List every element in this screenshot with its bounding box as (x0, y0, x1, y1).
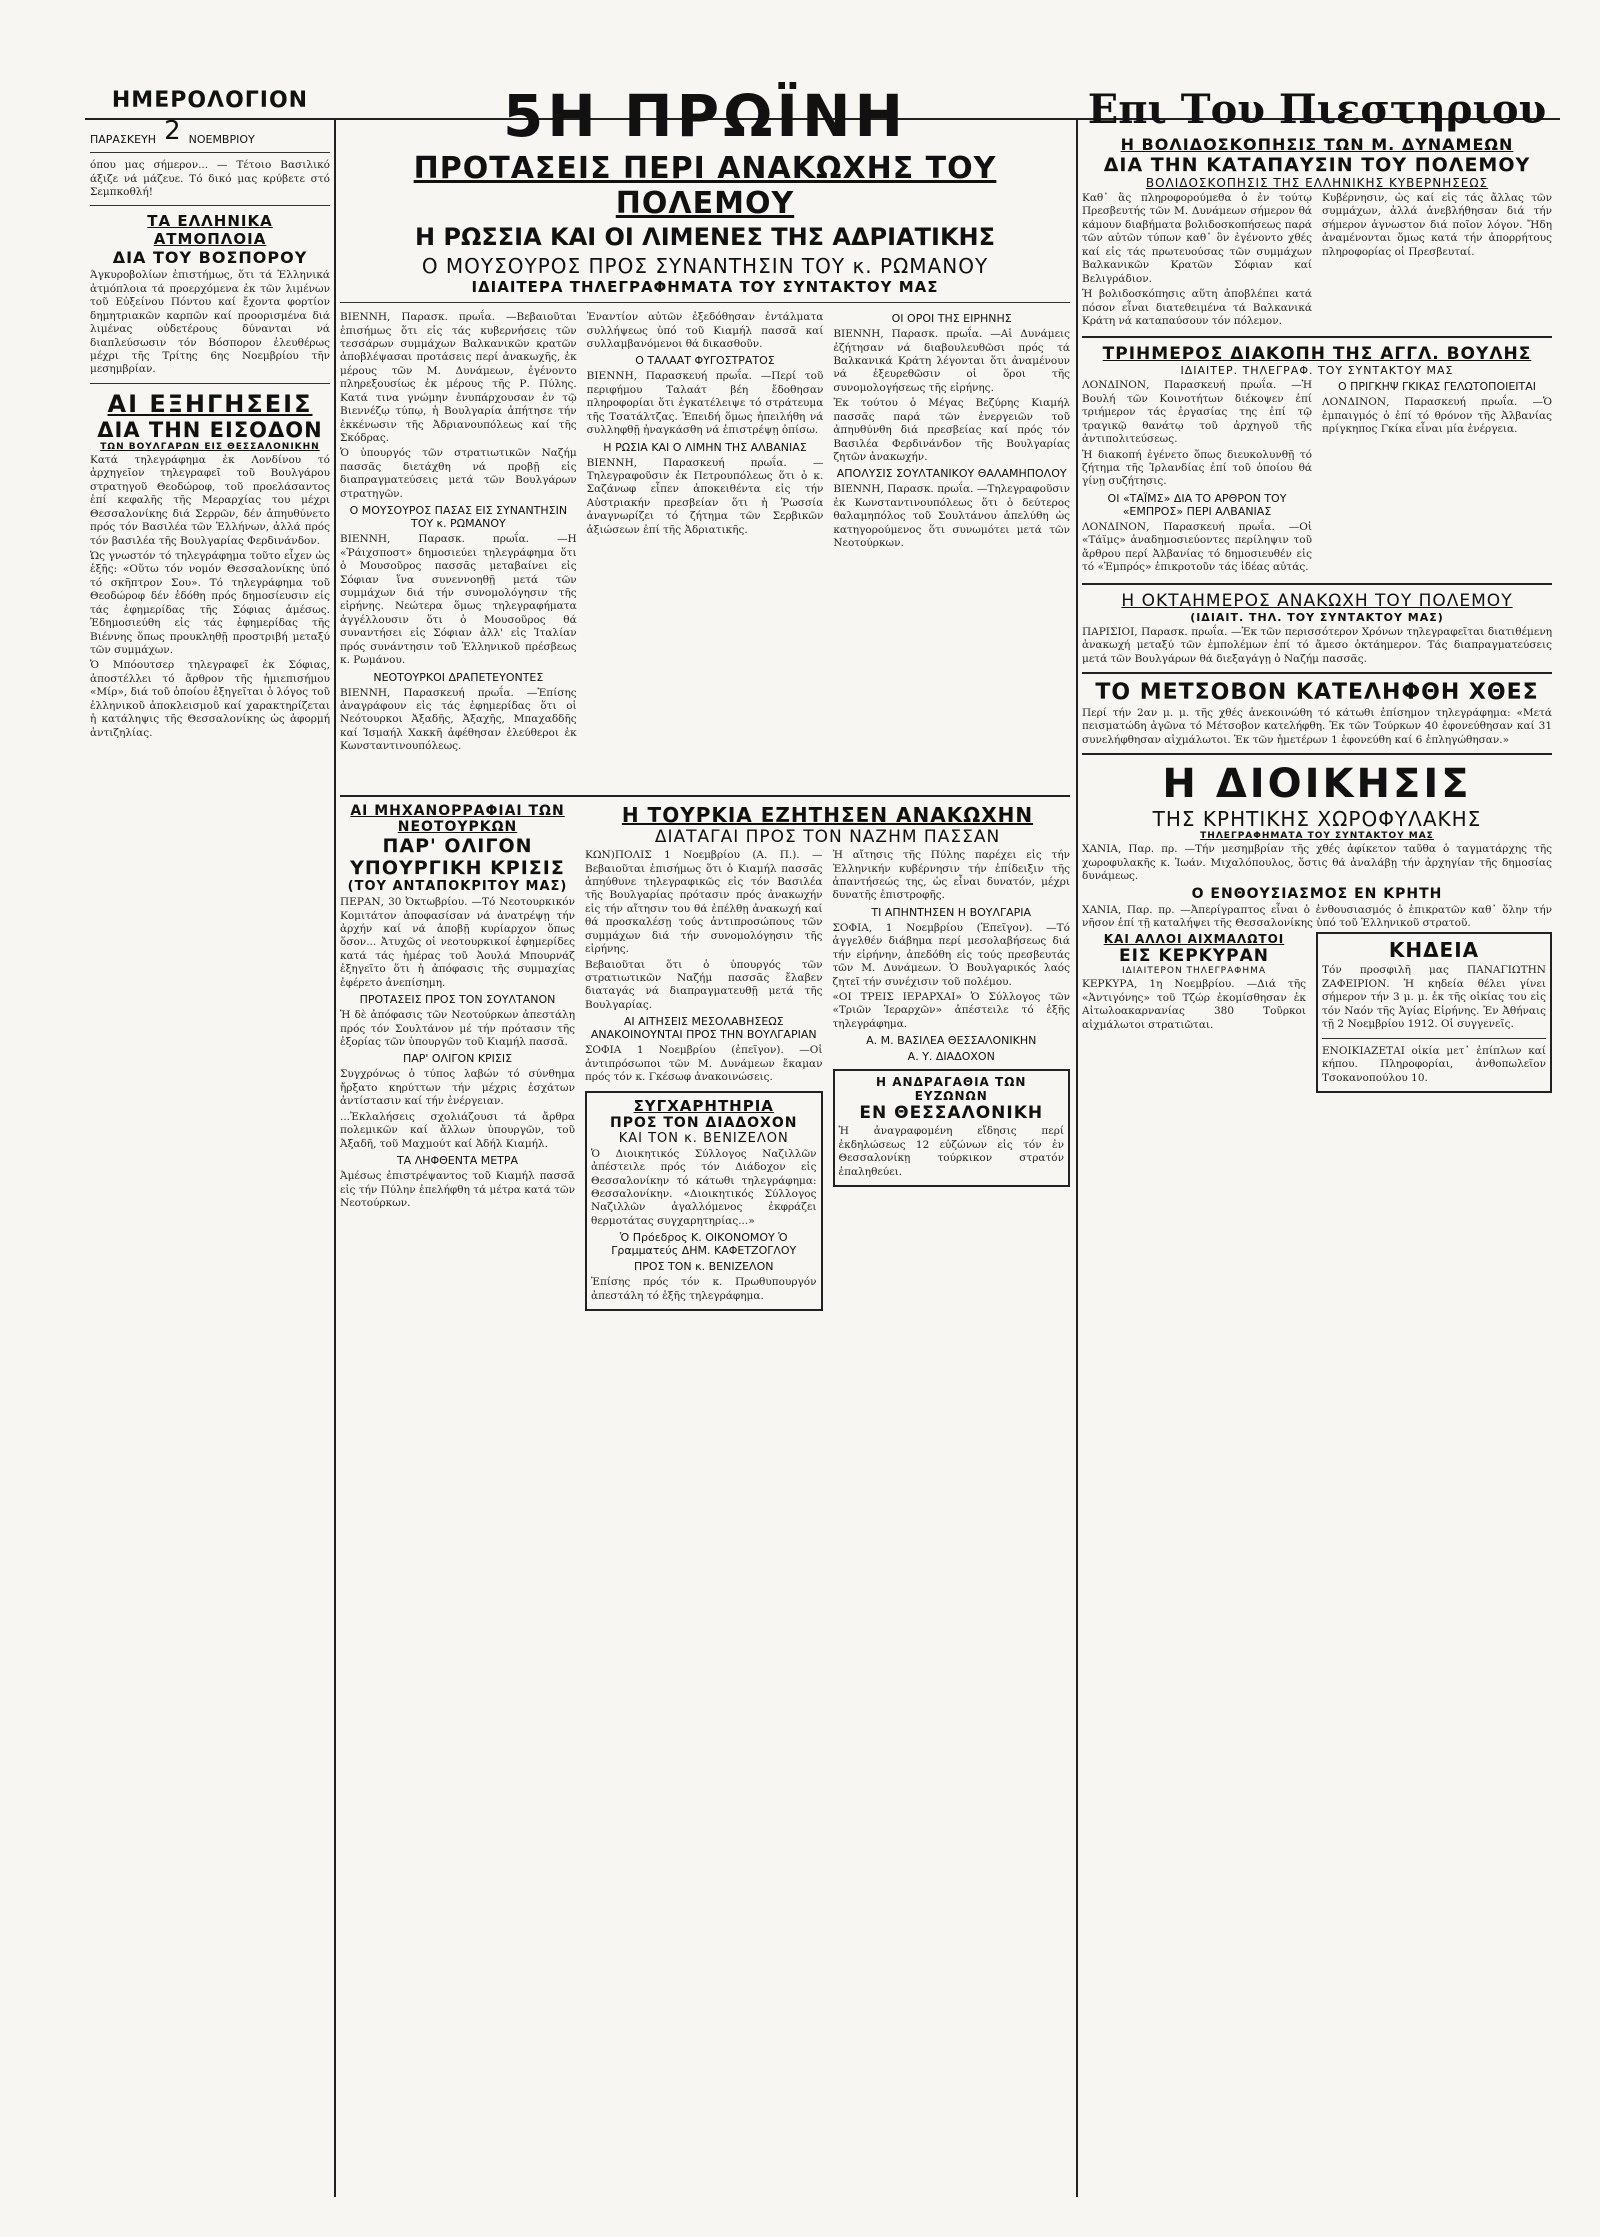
article-text: Ἡ δὲ ἀπόφασις τῶν Νεοτούρκων ἀπεστάλη πρός τόν Σουλτάνον μέ τήν πρότασιν τῆς ἐξορίας τῶν ὑπουργῶν τοῦ Κιαμήλ πασσᾶ. (340, 1009, 575, 1049)
headline: ΕΙΣ ΚΕΡΚΥΡΑΝ (1118, 946, 1270, 967)
news-column (1082, 377, 1312, 576)
article-text: Κυβέρνησιν, ὡς καί εἰς τάς ἄλλας τῶν συμμάχων, ἀλλά ἀνεβλήθησαν διά τήν σήμερον ἀγνωστον διά ποῖον λόγον. Ἤδη ἀναμένονται ὅμως κατά τήν ἀπορρήτους πληροφορίας οἱ Πρεσβευταί. (1322, 192, 1552, 258)
right-split (1082, 190, 1552, 330)
subheadline: Α. Υ. ΔΙΑΔΟΧΟΝ (907, 1050, 995, 1064)
headline: ΕΝ ΘΕΣΣΑΛΟΝΙΚΗ (859, 1103, 1044, 1124)
article-text: Ἐπίσης πρός τόν κ. Πρωθυπουργόν ἀπεστάλη τό ἑξῆς τηλεγράφημα. (591, 1276, 817, 1302)
headline: Η ΑΝΔΡΑΓΑΘΙΑ ΤΩΝ ΕΥΖΩΝΩΝ (876, 1075, 1027, 1104)
subheadline: Α. Μ. ΒΑΣΙΛΕΑ ΘΕΣΣΑΛΟΝΙΚΗΝ (866, 1034, 1037, 1048)
divider (1082, 336, 1552, 338)
right-split (1082, 377, 1552, 576)
article-text: Τόν προσφιλῆ μας ΠΑΝΑΓΙΩΤΗΝ ΖΑΦΕΙΡΙΟΝ. Ἡ κηδεία θέλει γίνει σήμερον τήν 3 μ. μ. ἐκ τῆς οἰκίας του εἰς τόν Ναόν τῆς Ἁγίας Εἰρήνης. Ἐν Ἀθήναις τῇ 2 Νοεμβρίου 1912. Οἱ συγγενεῖς. (1322, 964, 1546, 1031)
article-text: ΛΟΝΔΙΝΟΝ, Παρασκευή πρωΐα. —Οἱ «Τάϊμς» ἀναδημοσιεύοντες περίληψιν τοῦ ἄρθρου περί Ἀλβανίας τό δημοσιευθέν εἰς τό «Ἐμπρός» ἐπικροτοῦν τάς ἰδέας αὐτάς. (1082, 520, 1312, 574)
subheadline: ΤΗΛΕΓΡΑΦΗΜΑΤΑ ΤΟΥ ΣΥΝΤΑΚΤΟΥ ΜΑΣ (1200, 831, 1434, 842)
divider (1082, 753, 1552, 755)
subheadline: Ο ΜΟΥΣΟΥΡΟΣ ΠΑΣΑΣ ΕΙΣ ΣΥΝΑΝΤΗΣΙΝ ΤΟΥ κ. ΡΩΜΑΝΟΥ (349, 504, 568, 531)
article-text: Ἡ βολιδοσκόπησις αὕτη ἀποβλέπει κατά πόσον εἶναι διατεθειμένα τά Βαλκανικά Κράτη νά καταπαύσουν τόν πόλεμον. (1082, 288, 1312, 327)
subheadline: ΔΙΑΤΑΓΑΙ ΠΡΟΣ ΤΟΝ ΝΑΖΗΜ ΠΑΣΣΑΝ (654, 827, 1001, 848)
news-column (833, 309, 1070, 789)
headline: ΤΑ ΕΛΛΗΝΙΚΑ ΑΤΜΟΠΛΟΙΑ (147, 212, 273, 249)
article-text: Άγκυροβολίων ἐπιστήμως, ὅτι τά Ἑλληνικά ἀτμόπλοια τά προερχόμενα ἐκ τῶν λιμένων τοῦ Εὐξείνου Πόντου καί ἔχοντα φορτίον δημητριακῶν καρπῶν καί προορισμένα διά λιμένας οὐδετέρους δύνανται νά διαπλεύσωσιν τόν Βόσπορον ἐλευθέρως μέχρι τῆς Τρίτης 6ης Νοεμβρίου τῆν μεσημβρίαν. (90, 269, 330, 376)
news-column (587, 309, 824, 789)
headline: ΚΗΔΕΙΑ (1388, 938, 1480, 963)
article-text: «ΟΙ ΤΡΕΙΣ ΙΕΡΑΡΧΑΙ» Ὁ Σύλλογος τῶν «Τριῶν Ἱεραρχῶν» ἀπέστειλε τό ἑξῆς τηλεγράφημα. (832, 991, 1070, 1030)
article-text: Ἡ διακοπή ἐγένετο ὅπως διευκολυνθῇ τό ζήτημα τῆς Ἰρλανδίας ἐπί τοῦ ὁποίου θά γίνῃ συζήτησις. (1082, 448, 1312, 488)
right-column (1082, 85, 1552, 2197)
news-column (833, 847, 1071, 1317)
column-rule (334, 120, 336, 2197)
headline: ΔΙΑ ΤΗΝ ΕΙΣΟΔΟΝ (97, 417, 323, 442)
press-banner: Επι Του Πιεστηριου (1087, 86, 1547, 133)
article-text: Περί τήν 2αν μ. μ. τῆς χθές ἀνεκοινώθη τό κάτωθι ἐπίσημον τηλεγράφημα: «Μετά πεισματώδη ἀγῶνα τό Μέτσοβον κατελήφθη. Ἐκ τῶν Τούρκων 40 ἐφονεύθησαν καί 31 συνελήφθησαν αἰχμάλωτοι. Ἐκ τῶν ἡμετέρων 1 ἐφονεύθη καί 6 ἐπληγώθησαν.» (1082, 706, 1552, 746)
article-text: ΛΟΝΔΙΝΟΝ, Παρασκευή πρωΐα. —Ἡ Βουλή τῶν Κοινοτήτων διέκοψεν ἐπί τριήμερον τάς ἐργασίας της ἐπί τῷ τραγικῷ θανάτῳ τοῦ ἀρχηγοῦ τῆς ἀντιπολιτεύσεως. (1082, 379, 1312, 446)
article-text: ΣΟΦΙΑ, 1 Νοεμβρίου (Ἐπεῖγον). —Τό ἀγγελθέν διάβημα περί μεσολαβήσεως διά τήν εἰρήνην, ἀπεδόθη εἰς τούς πρεσβευτάς τῶν Μ. Δυνάμεων. Ὁ Βουλγαρικός λαός ζητεῖ τήν συνέχισιν τοῦ πολέμου. (832, 921, 1070, 988)
subheadline: ΙΔΙΑΙΤΕΡΑ ΤΗΛΕΓΡΑΦΗΜΑΤΑ ΤΟΥ ΣΥΝΤΑΚΤΟΥ ΜΑΣ (471, 278, 939, 297)
news-column (1082, 190, 1312, 330)
funeral-notice (1316, 932, 1552, 1093)
headline: ΔΙΑ ΤΗΝ ΚΑΤΑΠΑΥΣΙΝ ΤΟΥ ΠΟΛΕΜΟΥ (1103, 154, 1531, 176)
subheadline: Ο ΠΡΙΓΚΗΨ ΓΚΙΚΑΣ ΓΕΛΩΤΟΠΟΙΕΙΤΑΙ (1337, 380, 1537, 394)
article-text: ΧΑΝΙΑ, Παρ. πρ. —Τήν μεσημβρίαν τῆς χθές ἀφίκετον ταῦθα ὁ ταγματάρχης τῆς χωροφυλακῆς κ. Ἰωάν. Μιχαλόπουλος, ὅστις θά ἀναλάβῃ τήν ἀρχηγίαν τῆς δημοσίας δυνάμεως. (1082, 843, 1552, 883)
subheadline: Η ΡΩΣΙΑ ΚΑΙ Ο ΛΙΜΗΝ ΤΗΣ ΑΛΒΑΝΙΑΣ (603, 440, 807, 454)
article-text: Ἡ αἴτησις τῆς Πύλης παρέχει εἰς τήν Ἑλληνικήν κυβέρνησιν τήν ἐπίδειξιν τῆς ἀπαντήσεώς της, ὡς εἶναι δυνατόν, μέχρι δυνατῆς ἐπιστροφῆς. (832, 849, 1070, 902)
article-text: ΒΙΕΝΝΗ, Παρασκευή πρωΐα. —Ἐπίσης ἀναγράφουν εἰς τάς ἐφημερίδας ὅτι οἱ Νεότουρκοι Ἀξαδῆς, Ἀξαχῆς, Μπαχαδδῆς καί Ἰσμαήλ Χακκῆ ἀφέθησαν ἐλεύθεροι ἐκ Κωνσταντινουπόλεως. (340, 686, 577, 753)
headline: ΣΥΓΧΑΡΗΤΗΡΙΑ (633, 1096, 774, 1115)
article-text: Βεβαιοῦται ὅτι ὁ ὑπουργός τῶν στρατιωτικῶν Ναζήμ πασσᾶς ἔλαβεν διαταγάς νά διαπραγματευθῇ μετά τῆς Βουλγαρίας. (585, 958, 823, 1011)
subheadline: ΟΙ «ΤΑΪΜΣ» ΔΙΑ ΤΟ ΑΡΘΡΟΝ ΤΟΥ «ΕΜΠΡΟΣ» ΠΕΡΙ ΑΛΒΑΝΙΑΣ (1107, 491, 1287, 518)
headline: ΤΟ ΜΕΤΣΟΒΟΝ ΚΑΤΕΛΗΦΘΗ ΧΘΕΣ (1095, 679, 1539, 705)
headline: Η ΔΙΟΙΚΗΣΙΣ (1162, 761, 1472, 808)
calendar-date (90, 116, 330, 146)
article-text: ...Ἐκλαλήσεις σχολιάζουσι τά ἄρθρα πολεμικῶν καί ἄλλων ὑπουργῶν, τοῦ Ἀξαδῆ, τοῦ Μαχμούτ καί Ἀδήλ Κιαμήλ. (340, 1110, 575, 1150)
subheadline: ΤΑ ΛΗΦΘΕΝΤΑ ΜΕΤΡΑ (396, 1154, 519, 1168)
article-text: ΒΙΕΝΝΗ, Παρασκευή πρωΐα. —Περί τοῦ περιφήμου Ταλαάτ βέη ἔδοθησαν πληροφορίαι ὅτι ἐγκατέλειψε τό στράτευμα τῆς Τσατάλτζας. Ἐπειδή ὅμως ἠπειλήθη νά συλληφθῇ ἠναγκάσθη νά ἐπιστρέψῃ ὀπίσω. (586, 370, 824, 437)
congrats-box (585, 1091, 823, 1312)
edition-title: 5Η ΠΡΩΪΝΗ (502, 82, 908, 150)
article-text: ΣΟΦΙΑ 1 Νοεμβρίου (ἐπεῖγον). —Οἱ ἀντιπρόσωποι τῶν Μ. Δυνάμεων ἔκαμαν πρός τόν κ. Γκέσωφ ἀνακοινώσεις. (585, 1044, 823, 1084)
subheadline: ΟΙ ΟΡΟΙ ΤΗΣ ΕΙΡΗΝΗΣ (891, 312, 1012, 326)
signature: Ὁ Πρόεδρος Κ. ΟΙΚΟΝΟΜΟΥ Ὁ Γραμματεύς ΔΗΜ. ΚΑΦΕΤΖΟΓΛΟΥ (611, 1231, 797, 1258)
article-text: ΚΕΡΚΥΡΑ, 1η Νοεμβρίου. —Διά τῆς «Ἀντιγόνης» τοῦ Τζώρ ἐκομίσθησαν ἐκ Αἰτωλοακαρνανίας 380 Τοῦρκοι αἰχμάλωτοι στρατιῶται. (1082, 978, 1306, 1031)
article-text: ΒΙΕΝΝΗ, Παρασκ. πρωΐα. —Βεβαιοῦται ἐπισήμως ὅτι εἰς τάς κυβερνήσεις τῶν τεσσάρων συμμάχων Βαλκανικῶν κρατῶν ἀποβλέψασαι προτάσεις περί ἀνακωχῆς, ἐκ μέρους τῶν Μ. Δυνάμεων, ἐγένοντο πληρεξουσίως ἐκ μέρους τῆς Ρ. Πύλης. Κατά τινα γνώμην ἐνυπάρχουσαν ἐν τῷ Βιεννέζῳ τύπῳ, ἡ Βουλγαρία ἀπήτησε τήν ἐκκένωσιν τῆς Ἀδριανουπόλεως καί τῆς Σκόδρας. (340, 311, 577, 445)
calendar-masthead: ΗΜΕΡΟΛΟΓΙΟΝ (111, 88, 309, 113)
subheadline: ΠΑΡ' ΟΛΙΓΟΝ ΚΡΙΣΙΣ (402, 1052, 513, 1066)
main-banner: ΠΡΟΤΑΣΕΙΣ ΠΕΡΙ ΑΝΑΚΩΧΗΣ ΤΟΥ ΠΟΛΕΜΟΥ (413, 150, 997, 221)
headline: Ο ΕΝΘΟΥΣΙΑΣΜΟΣ ΕΝ ΚΡΗΤΗ (1191, 885, 1443, 902)
article-text: Καθ᾽ ἃς πληροφορούμεθα ὁ ἐν τούτῳ Πρεσβευτής τῶν Μ. Δυνάμεων σήμερον θά κάμουν διαβήματα βολιδοσκοπήσεως παρά τῶν αὐτῶν τύπων καθ᾽ ὃν ἐγένοντο χθές καί εἰς τάς πρωτευούσας τῶν συμμάχων Βαλκανικῶν Κρατῶν Σόφιαν καί Βελιγράδιον. (1082, 192, 1312, 285)
turkey-column (585, 803, 1070, 1317)
headline: ΑΙ ΕΞΗΓΗΣΕΙΣ (107, 389, 313, 418)
divider (340, 302, 1070, 303)
classified-ad: ΕΝΟΙΚΙΑΖΕΤΑΙ οἰκία μετ᾽ ἐπίπλων καί κήπου. Πληροφορίαι, ἀνθοπωλεῖον Τσοκανοπούλου 10. (1322, 1044, 1546, 1084)
column-rule (1076, 120, 1078, 2197)
article-text: Ὁ Μπόουτσερ τηλεγραφεῖ ἐκ Σόφιας, ἀποστέλλει τό ἄρθρον τῆς ἡμιεπισήμου «Μίρ», διά τοῦ ὁποίου ἐξηγεῖται ὁ λόγος τοῦ ἐλληνικοῦ ἀποκλεισμοῦ καί χαρακτηρίζεται ἡ κατάληψις τῆς Θεσσαλονίκης ὡς ἀφορμή ἀντιζηλίας. (90, 659, 330, 739)
calendar-month: ΝΟΕΜΒΡΙΟΥ (188, 133, 255, 147)
headline: ΤΗΣ ΚΡΗΤΙΚΗΣ ΧΩΡΟΦΥΛΑΚΗΣ (1152, 807, 1482, 832)
evzones-box (833, 1069, 1071, 1187)
article-text: Ὡς γνωστόν τό τηλεγράφημα τοῦτο εἶχεν ὡς ἑξῆς: «Οὕτω τόν νομόν Θεσσαλονίκης ὑπό τό σκῆπτρον Σου». Τό τηλεγράφημα τοῦ Θεοδώροφ δέν ἐδόθη πρός δημοσίευσιν εἰς τάς ἐφημερίδας τῆς Σόφιας ἀμέσως. Ἐδημοσιεύθη εἰς τάς ἐφημερίδας τῆς Βιέννης ὅπως προυκληθῇ προστριβή μεταξύ τῶν συμμάχων. (90, 549, 330, 657)
headline: ΔΙΑ ΤΟΥ ΒΟΣΠΟΡΟΥ (112, 248, 308, 268)
subheadline: ΑΙ ΑΙΤΗΣΕΙΣ ΜΕΣΟΛΑΒΗΣΕΩΣ ΑΝΑΚΟΙΝΟΥΝΤΑΙ ΠΡΟΣ ΤΗΝ ΒΟΥΛΓΑΡΙΑΝ (590, 1015, 817, 1042)
article-text: ΚΩΝ)ΠΟΛΙΣ 1 Νοεμβρίου (Α. Π.). —Βεβαιοῦται ἐπισήμως ὅτι ὁ Κιαμήλ πασσᾶς ἀπηύθυνε τηλεγραφικῶς εἰς τόν Βασιλέα τῆς Βουλγαρίας πρότασιν πρός ἀνακωχήν εἰς τήν αἴτησιν του θά ἐπέλθῃ ἀνακωχή καί θά προσκαλέσῃ τούς ἀντιπροσώπους τῶν συμμάχων διά τήν συνομολόγησιν τῆς εἰρήνης. (585, 849, 823, 956)
headline: ΑΙ ΜΗΧΑΝΟΡΡΑΦΙΑΙ ΤΩΝ ΝΕΟΤΟΥΡΚΩΝ (350, 803, 565, 836)
turkey-split (585, 847, 1070, 1317)
headline: ΠΡΟΣ ΤΟΝ ΔΙΑΔΟΧΟΝ (610, 1114, 798, 1131)
news-block (340, 309, 1070, 789)
divider (1082, 583, 1552, 585)
subheadline: ΙΔΙΑΙΤΕΡΟΝ ΤΗΛΕΓΡΑΦΗΜΑ (1121, 966, 1267, 977)
article-text: Ὁ Διοικητικός Σύλλογος Ναζιλλῶν ἀπέστειλε πρός τόν Διάδοχον εἰς Θεσσαλονίκην τό κάτωθι τηλεγράφημα: Θεσσαλονίκην. «Διοικητικός Σύλλογος Ναζιλλῶν ἀγαλλόμενος ἐκφράζει θερμοτάτας συγχαρητηρίας...» (591, 1147, 817, 1227)
news-column (340, 309, 577, 789)
article-text: ΒΙΕΝΝΗ, Παρασκ. πρωΐα. —Αἱ Δυνάμεις ἐζήτησαν νά διαβουλευθῶσι πρός τά Βαλκανικά Κράτη λέγονται ὅτι ἀναμένουν νά ἐξευρεθῶσιν οἱ ὅροι τῆς συνομολογήσεως τῆς εἰρήνης. (833, 328, 1070, 394)
article-text: Κατά τηλεγράφημα ἐκ Λονδίνου τό ἀρχηγεῖον τηλεγραφεῖ τοῦ Βουλγάρου στρατηγοῦ Θεοδώροφ, τοῦ προελάσαντος ἐπί κεφαλῆς τῆς Μεραρχίας του μέχρι Θεσσαλονίκης διά Σερρῶν, δέν ἀπηυθύνετο πρός τόν Βασιλέα τῶν Ἑλλήνων, ἀλλά πρός τόν βασιλέα τῆς Βουλγαρίας Φερδινάνδον. (90, 453, 330, 547)
calendar-date-number: 2 (164, 116, 181, 147)
news-column (585, 847, 823, 1317)
article-text: Ἡ ἀναγραφομένη εἴδησις περί ἐκδηλώσεως 12 εὐζώνων εἰς τόν ἐν Θεσσαλονίκῃ τούρκικον στρατόν ἐπαληθεύει. (838, 1125, 1064, 1178)
divider (1322, 1038, 1546, 1039)
subheadline: ΠΡΟΤΑΣΕΙΣ ΠΡΟΣ ΤΟΝ ΣΟΥΛΤΑΝΟΝ (359, 993, 556, 1007)
subheadline: ΤΩΝ ΒΟΥΛΓΑΡΩΝ ΕΙΣ ΘΕΣΣΑΛΟΝΙΚΗΝ (100, 441, 320, 452)
divider (90, 152, 330, 153)
subheadline: ΤΙ ΑΠΗΝΤΗΣΕΝ Η ΒΟΥΛΓΑΡΙΑ (871, 905, 1032, 919)
divider (340, 795, 1070, 797)
subheadline: ΙΔΙΑΙΤΕΡ. ΤΗΛΕΓΡΑΦ. ΤΟΥ ΣΥΝΤΑΚΤΟΥ ΜΑΣ (1180, 364, 1454, 378)
subheadline: (ΤΟΥ ΑΝΤΑΠΟΚΡΙΤΟΥ ΜΑΣ) (347, 879, 568, 895)
headline: Η ΤΟΥΡΚΙΑ ΕΖΗΤΗΣΕΝ ΑΝΑΚΩΧΗΝ (621, 803, 1034, 828)
snippet-text: όπου μας σήμερον... — Τέτοιο Βασιλικό άξιζε νά μάζευε. Τό δικό μας κρύβετε στό Σεμπκοθλή! (90, 159, 330, 198)
left-column (90, 85, 330, 2197)
article-text: ΧΑΝΙΑ, Παρ. πρ. —Ἀπερίγραπτος εἶναι ὁ ἐνθουσιασμός ὁ ἐπικρατῶν καθ᾽ ὅλην τήν νῆσον ἐπί τῇ καταλήψει τῆς Θεσσαλονίκης ὑπό τοῦ Ἑλληνικοῦ στρατοῦ. (1082, 903, 1552, 929)
article-text: ΠΕΡΑΝ, 30 Ὀκτωβρίου. —Τό Νεοτουρκικόν Κομιτάτον ἀποφασίσαν νά ἀνατρέψῃ τήν ἀρχήν καί νά ἀποβῇ κυρίαρχον ὅπως ὅσον... Ἀτυχῶς οἱ νεοτουρκικοί ἐφημερίδες κατά τάς ἡμέρας τοῦ Ἀουλά Μπουρνάζ ἐξηγεῖτο ὅτι ἡ ἀπόφασις τῆς συμμαχίας ἐφέρετο ἀνεπίσημη. (340, 896, 575, 989)
subheadline: Ο ΜΟΥΣΟΥΡΟΣ ΠΡΟΣ ΣΥΝΑΝΤΗΣΙΝ ΤΟΥ κ. ΡΩΜΑΝΟΥ (421, 254, 989, 279)
article-text: Ὁ ὑπουργός τῶν στρατιωτικῶν Ναζήμ πασσᾶς διετάχθη νά προβῇ εἰς διαπραγματεύσεις μετά τῶν Βουλγάρων στρατηγῶν. (340, 447, 577, 500)
center-column (340, 82, 1070, 2197)
headline: Η ΟΚΤΑΗΜΕΡΟΣ ΑΝΑΚΩΧΗ ΤΟΥ ΠΟΛΕΜΟΥ (1121, 590, 1513, 611)
headline: ΚΑΙ ΤΟΝ κ. ΒΕΝΙΖΕΛΟΝ (618, 1130, 789, 1146)
headline: Η ΒΟΛΙΔΟΣΚΟΠΗΣΙΣ ΤΩΝ Μ. ΔΥΝΑΜΕΩΝ (1120, 135, 1514, 154)
subheadline: Η ΡΩΣΣΙΑ ΚΑΙ ΟΙ ΛΙΜΕΝΕΣ ΤΗΣ ΑΔΡΙΑΤΙΚΗΣ (414, 222, 996, 251)
news-column (1322, 190, 1552, 330)
article-text: ΠΑΡΙΣΙΟΙ, Παρασκ. πρωΐα. —Ἐκ τῶν περισσότερον Χρόνων τηλεγραφεῖται διατιθέμενη ἀνακωχή μεταξύ τῶν ἐμπολέμων ἐπί τό ἄμεσο ὀκτάημερον. Τάς διαπραγματεύσεις μετά τῶν Βουλγάρων θά διεξαγάγῃ ὁ Ναζήμ πασσᾶς. (1082, 625, 1552, 665)
subheadline: ΒΟΛΙΔΟΣΚΟΠΗΣΙΣ ΤΗΣ ΕΛΛΗΝΙΚΗΣ ΚΥΒΕΡΝΗΣΕΩΣ (1145, 176, 1489, 190)
subheadline: ΝΕΟΤΟΥΡΚΟΙ ΔΡΑΠΕΤΕΥΟΝΤΕΣ (373, 670, 544, 684)
article-text: ΒΙΕΝΝΗ, Παρασκ. πρωΐα. —Η «Ῥάιχσποστ» δημοσιεύει τηλεγράφημα ὅτι ὁ Μουσοῦρος πασσᾶς μεταβαίνει εἰς Σόφιαν ἵνα συνεννοηθῇ μετά τῶν συμμάχων διά τήν συνομολόγησιν τῆς εἰρήνης. Νεώτερα ὅμως τηλεγραφήματα ἀγγέλλουσιν ὅτι ὁ Μουσοῦρος θά συναντήσει εἰς Σόφιαν ἀλλ' εἰς Ἰταλίαν πρός συνάντησιν τοῦ Ἑλληνικοῦ πρέσβεως κ. Ρωμάνου. (340, 533, 577, 667)
calendar-day: ΠΑΡΑΣΚΕΥΗ (90, 133, 157, 147)
subheadline: Ο ΤΑΛΑΑΤ ΦΥΓΟΣΤΡΑΤΟΣ (635, 354, 775, 368)
lower-center-block (340, 803, 1070, 1317)
article-text: Ἀμέσως ἐπιστρέψαντος τοῦ Κιαμήλ πασσᾶ εἰς τήν Πύλην ἐπελήφθη τά μέτρα κατά τῶν Νεοτούρκων. (340, 1170, 575, 1209)
subheadline: ΑΠΟΛΥΣΙΣ ΣΟΥΛΤΑΝΙΚΟΥ ΘΑΛΑΜΗΠΟΛΟΥ (836, 467, 1067, 481)
news-column (1322, 377, 1552, 576)
headline: ΤΡΙΗΜΕΡΟΣ ΔΙΑΚΟΠΗ ΤΗΣ ΑΓΓΛ. ΒΟΥΛΗΣ (1102, 344, 1532, 365)
article-text: Ἐναντίον αὐτῶν ἐξεδόθησαν ἐντάλματα συλλήψεως ὑπό τοῦ Κιαμήλ πασσᾶ καί συλλαμβανόμενοι θά δικασθοῦν. (586, 311, 824, 350)
neoturk-column (340, 803, 575, 1317)
subheadline: ΠΡΟΣ ΤΟΝ κ. ΒΕΝΙΖΕΛΟΝ (634, 1260, 774, 1274)
news-column (1082, 932, 1306, 1099)
divider (90, 205, 330, 206)
article-text: ΛΟΝΔΙΝΟΝ, Παρασκευή πρωΐα. —Ὁ ἐμπαιγμός ὁ ἐπί τό θρόνον τῆς Ἀλβανίας πρίγκηπος Γκίκα εἶναι μία ἐνέργεια. (1322, 396, 1552, 436)
headline: ΠΑΡ' ΟΛΙΓΟΝ ΥΠΟΥΡΓΙΚΗ ΚΡΙΣΙΣ (350, 835, 565, 880)
article-text: ΒΙΕΝΝΗ, Παρασκ. πρωΐα. —Τηλεγραφοῦσιν ἐκ Κωνσταντινουπόλεως ὅτι ὁ δεύτερος θαλαμηπόλος τοῦ Σουλτάνου ἀπελύθη ὡς κατηγορούμενος ὅτι συνωμότει μετά τῶν Νεοτούρκων. (833, 483, 1070, 550)
article-text: Συγχρόνως ὁ τύπος λαβών τό σύνθημα ἤρξατο κηρύττων τήν μέχρις ἐσχάτων ἀντίστασιν καί τήν ἐνέργειαν. (340, 1068, 575, 1108)
article-text: ΒΙΕΝΝΗ, Παρασκευή πρωΐα. —Τηλεγραφοῦσιν ἐκ Πετρουπόλεως ὅτι ὁ κ. Σαζάνωφ εἶπεν ἀποκειθέντα εἰς τήν Αὐστριακήν πρεσβείαν ὅτι ἡ Ῥωσσία ἀναγνωρίζει τό ζήτημα τῶν Σερβικῶν ἀξιώσεων ἐπί τῆς Ἀδριατικῆς. (586, 456, 824, 536)
subheadline: (ΙΔΙΑΙΤ. ΤΗΛ. ΤΟΥ ΣΥΝΤΑΚΤΟΥ ΜΑΣ) (1190, 610, 1444, 624)
article-text: Ἐκ τούτου ὁ Μέγας Βεζύρης Κιαμήλ πασσᾶς παρά τῶν ἐνεργειῶν τοῦ ἀπηυθύνθη διά πρεσβείας καί πρός τόν Βασιλέα Φερδινάνδον τῆς Βουλγαρίας ζητῶν ἀνακωχήν. (833, 397, 1070, 464)
divider (90, 383, 330, 384)
headline: ΚΑΙ ΑΛΛΟΙ ΑΙΧΜΑΛΩΤΟΙ (1103, 932, 1285, 947)
right-split (1082, 932, 1552, 1099)
divider (1082, 672, 1552, 674)
